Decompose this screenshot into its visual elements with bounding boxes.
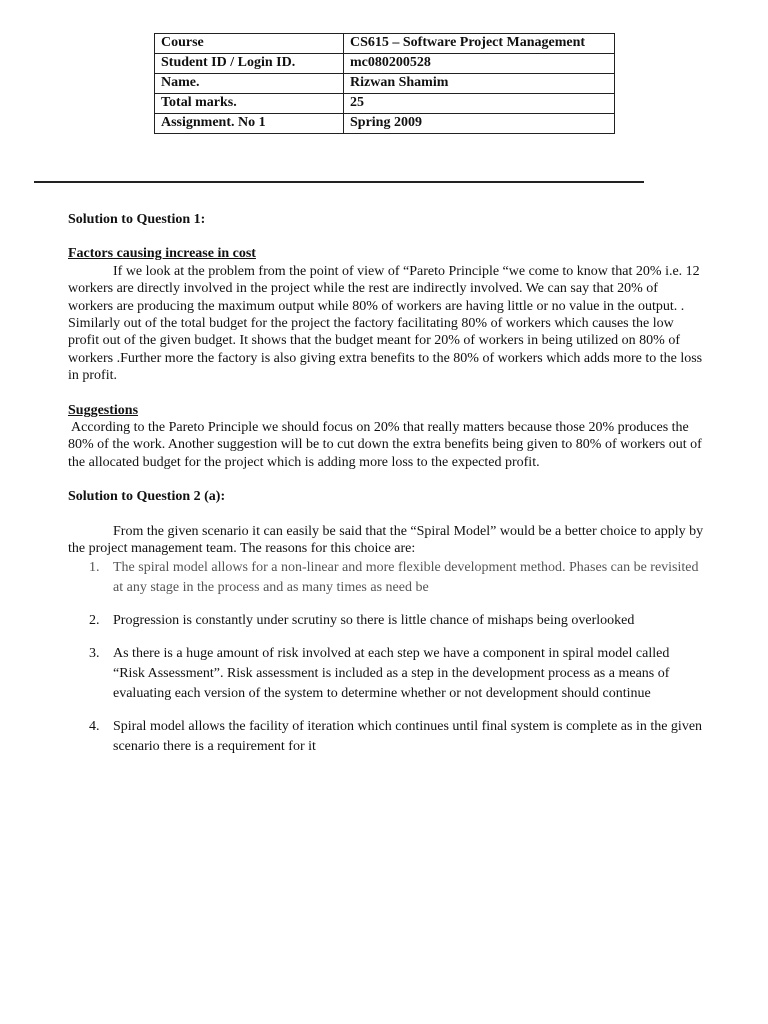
list-item bbox=[68, 644, 704, 704]
info-row bbox=[155, 34, 615, 54]
list-number: 4. bbox=[89, 718, 100, 734]
list-text: Progression is constantly under scrutiny so there is little chance of mishaps being overlooked bbox=[113, 612, 635, 628]
info-value: mc080200528 bbox=[344, 54, 615, 74]
reasons-list bbox=[68, 558, 704, 757]
factors-heading: Factors causing increase in cost bbox=[68, 246, 256, 262]
info-table bbox=[154, 33, 615, 134]
list-item bbox=[68, 611, 704, 631]
q2-heading: Solution to Question 2 (a): bbox=[68, 489, 226, 505]
info-value: Rizwan Shamim bbox=[344, 74, 615, 94]
list-text: As there is a huge amount of risk involved at each step we have a component in spiral model called “Risk Assessment”. Risk assessment is included as a step in the development process as a means of evaluating each version of the system to determine whether or not development should continue bbox=[113, 645, 670, 701]
suggestions-heading: Suggestions bbox=[68, 402, 139, 418]
info-row bbox=[155, 54, 615, 74]
q2-intro: From the given scenario it can easily be said that the “Spiral Model” would be a better choice to apply by the project management team. The reasons for this choice are: bbox=[68, 523, 704, 557]
info-label: Course bbox=[155, 34, 344, 54]
info-label: Student ID / Login ID. bbox=[155, 54, 344, 74]
info-label: Name. bbox=[155, 74, 344, 94]
list-number: 1. bbox=[89, 559, 100, 575]
suggestions-paragraph: According to the Pareto Principle we should focus on 20% that really matters because those 20% produces the 80% of the work. Another suggestion will be to cut down the extra benefits being given to 80% of workers out of the allocated budget for the project which is adding more loss to the expected profit. bbox=[68, 420, 702, 470]
info-value: Spring 2009 bbox=[344, 114, 615, 134]
info-label: Assignment. No 1 bbox=[155, 114, 344, 134]
horizontal-divider bbox=[34, 181, 644, 183]
list-number: 2. bbox=[89, 612, 100, 628]
document-body bbox=[68, 211, 704, 770]
list-item bbox=[68, 558, 704, 598]
list-item bbox=[68, 717, 704, 757]
q1-heading: Solution to Question 1: bbox=[68, 212, 206, 227]
info-row bbox=[155, 94, 615, 114]
info-row bbox=[155, 74, 615, 94]
list-text: Spiral model allows the facility of iteration which continues until final system is complete as in the given scenario there is a requirement for it bbox=[113, 718, 703, 754]
info-value: CS615 – Software Project Management bbox=[344, 34, 615, 54]
info-row bbox=[155, 114, 615, 134]
list-text: The spiral model allows for a non-linear and more flexible development method. Phases can be revisited at any stage in the process and as many times as need be bbox=[113, 559, 699, 595]
factors-paragraph: If we look at the problem from the point of view of “Pareto Principle “we come to know that 20% i.e. 12 workers are directly involved in the project while the rest are indirectly involved. We can say that 20% of workers are producing the maximum output while 80% of workers are having little or no value in the output. . Similarly out of the total budget for the project the factory facilitating 80% of workers which causes the low profit out of the given budget. It shows that the budget meant for 20% of workers in being utilized on 80% of workers .Further more the factory is also giving extra benefits to the 80% of workers which adds more to the loss in profit. bbox=[68, 263, 703, 384]
info-label: Total marks. bbox=[155, 94, 344, 114]
info-value: 25 bbox=[344, 94, 615, 114]
list-number: 3. bbox=[89, 645, 100, 661]
